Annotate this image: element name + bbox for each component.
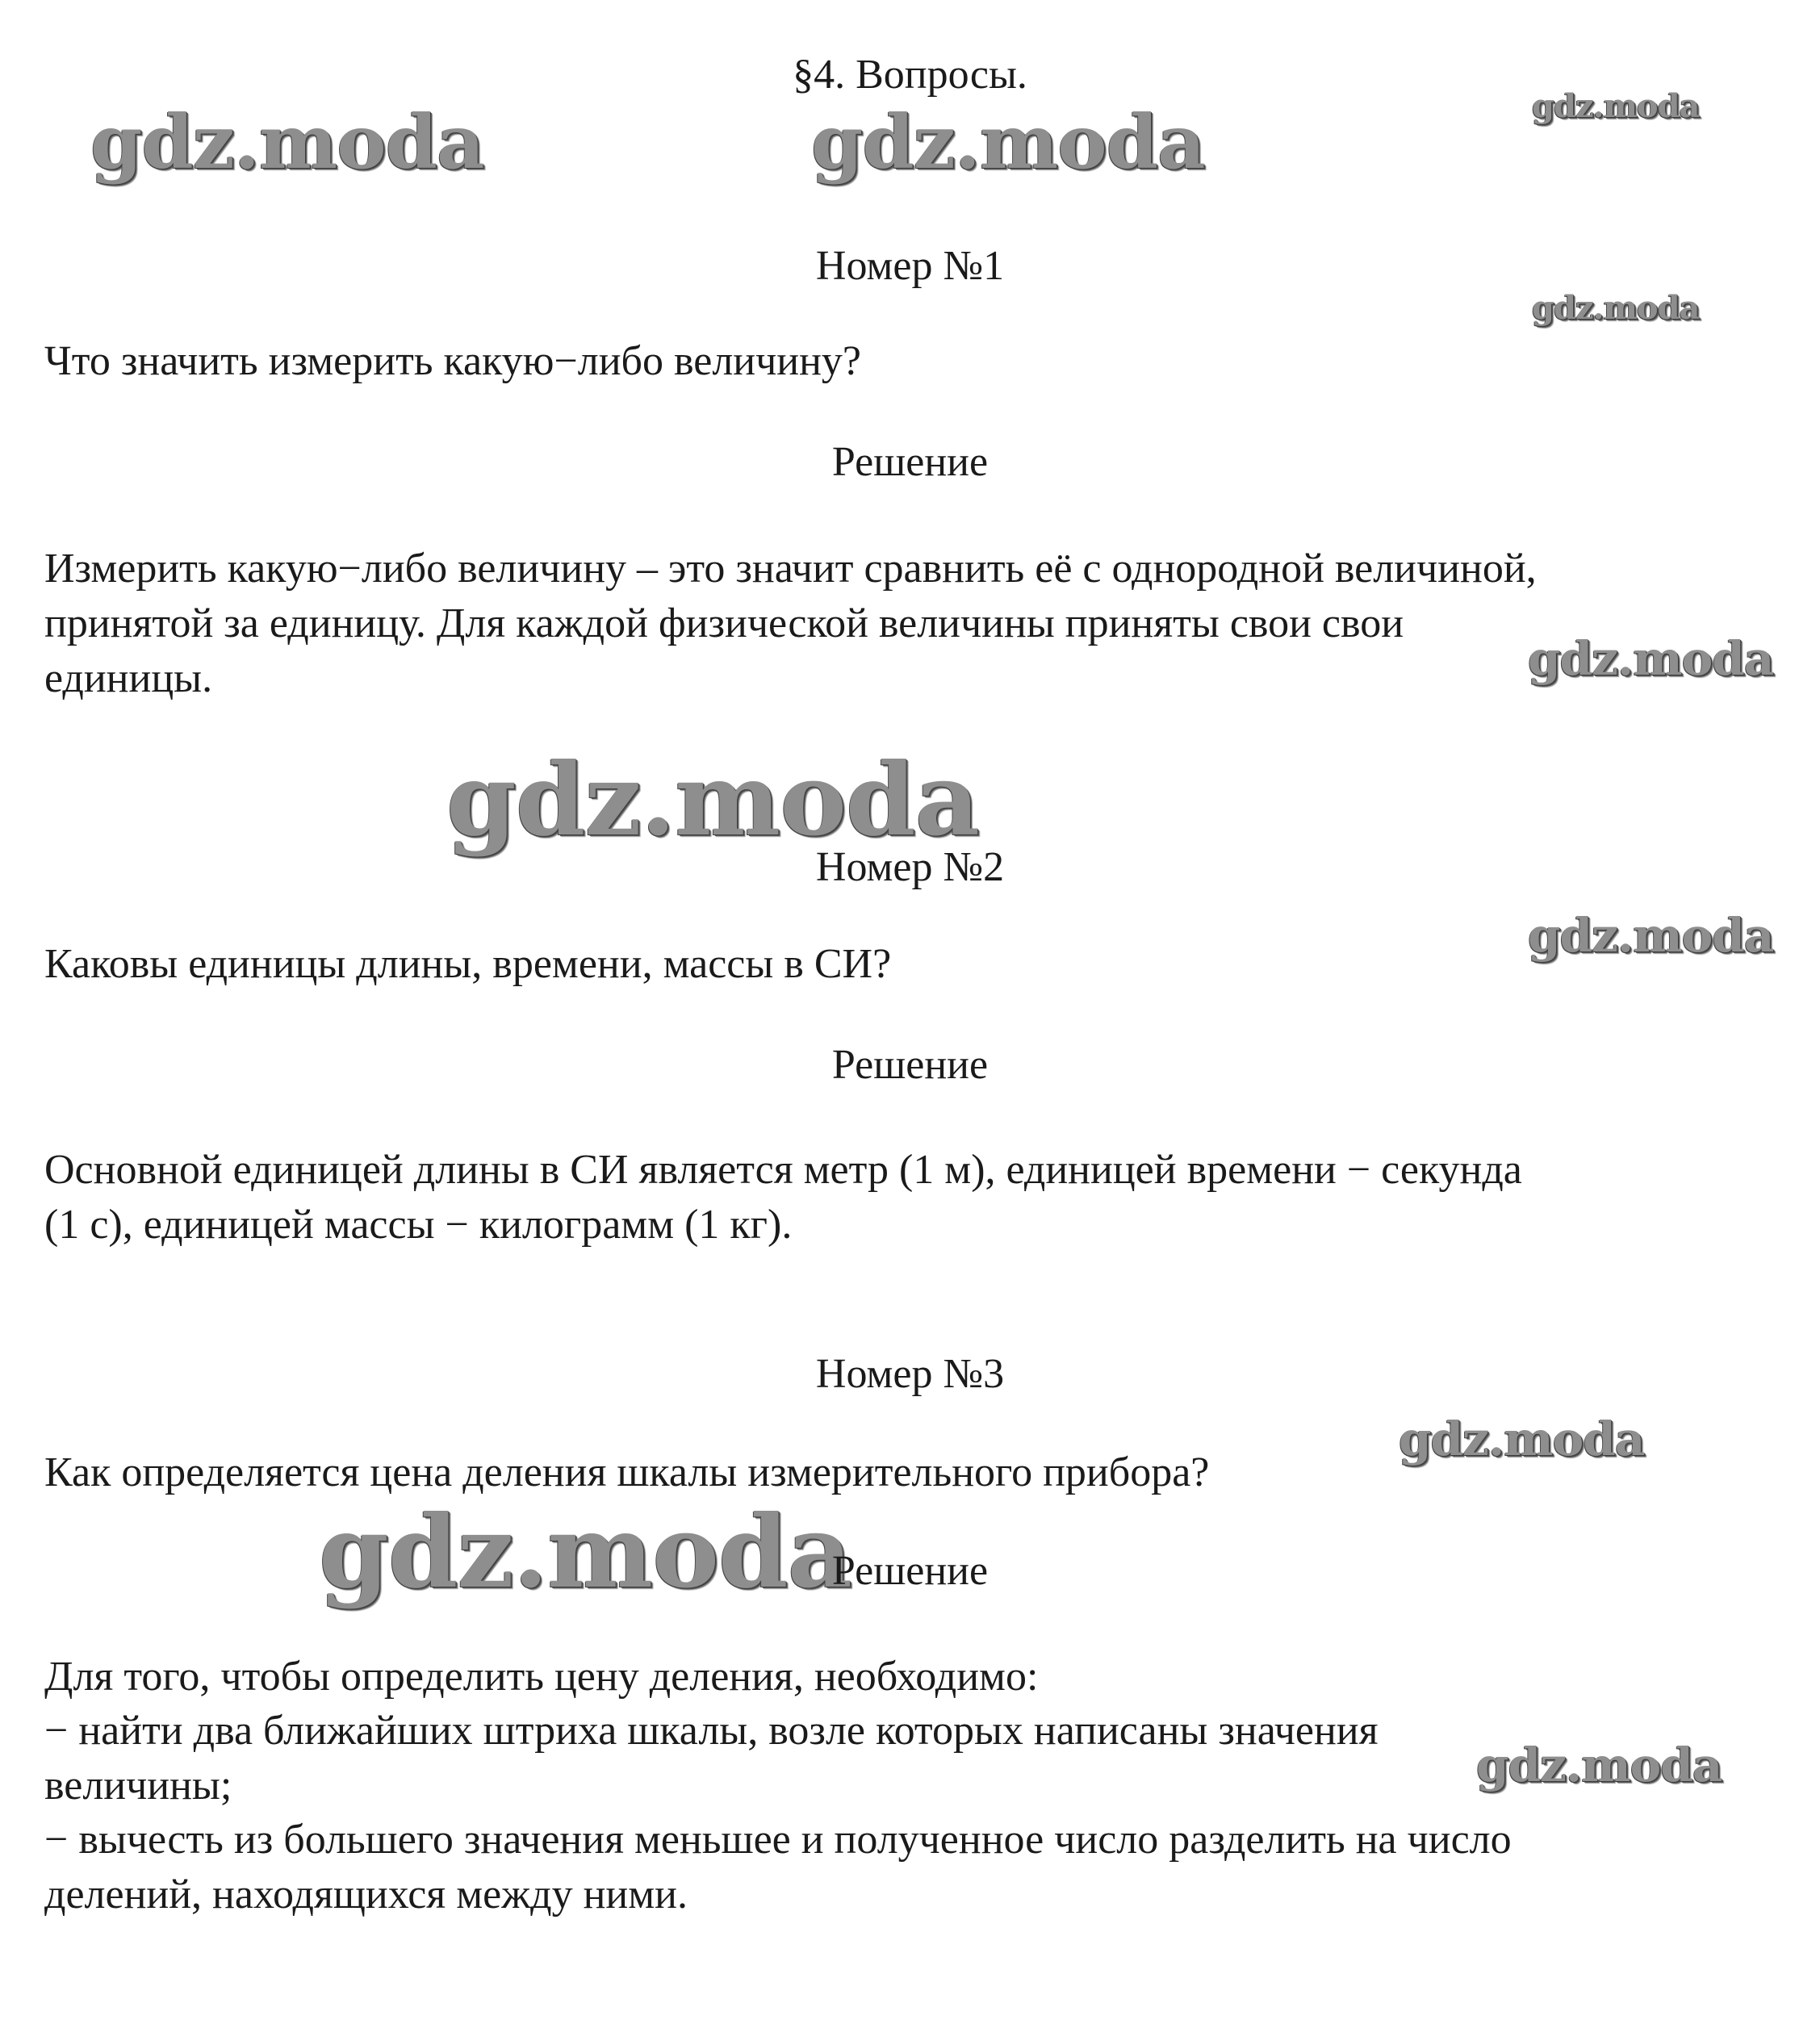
answer-line: единицы. <box>44 655 213 701</box>
answer-line: Основной единицей длины в СИ является метр (1 м), единицей времени − секунда <box>44 1147 1522 1193</box>
watermark-logo: gdz.moda <box>1528 908 1774 963</box>
watermark-logo: gdz.moda <box>446 742 979 859</box>
question-heading: Номер №2 <box>815 844 1005 890</box>
answer-line: величины; <box>44 1763 232 1809</box>
question-text: Как определяется цена деления шкалы измерительного прибора? <box>44 1449 1210 1495</box>
question-heading: Номер №3 <box>815 1351 1005 1397</box>
watermark-logo: gdz.moda <box>1532 87 1700 125</box>
watermark-logo: gdz.moda <box>1476 1738 1722 1792</box>
answer-line: принятой за единицу. Для каждой физической величины приняты свои свои <box>44 600 1404 646</box>
watermark-logo: gdz.moda <box>1399 1411 1645 1466</box>
watermark-logo: gdz.moda <box>1532 289 1700 327</box>
question-heading: Номер №1 <box>815 243 1005 289</box>
page-title: §4. Вопросы. <box>793 52 1027 98</box>
answer-line: Для того, чтобы определить цену деления, необходимо: <box>44 1654 1039 1700</box>
answer-line: делений, находящихся между ними. <box>44 1872 688 1918</box>
solution-label: Решение <box>831 439 989 485</box>
watermark-logo: gdz.moda <box>1528 631 1774 686</box>
solution-label: Решение <box>831 1042 989 1088</box>
question-text: Каковы единицы длины, времени, массы в СИ? <box>44 941 892 987</box>
question-text: Что значить измерить какую−либо величину? <box>44 338 861 384</box>
watermark-logo: gdz.moda <box>319 1494 851 1611</box>
answer-line: − найти два ближайших штриха шкалы, возле которых написаны значения <box>44 1708 1379 1754</box>
answer-line: − вычесть из большего значения меньшее и полученное число разделить на число <box>44 1817 1512 1863</box>
answer-line: (1 с), единицей массы − килограмм (1 кг). <box>44 1202 793 1248</box>
solution-label: Решение <box>831 1548 989 1594</box>
watermark-logo: gdz.moda <box>90 98 484 186</box>
answer-line: Измерить какую−либо величину – это значит сравнить её с однородной величиной, <box>44 546 1537 592</box>
watermark-logo: gdz.moda <box>811 98 1205 186</box>
